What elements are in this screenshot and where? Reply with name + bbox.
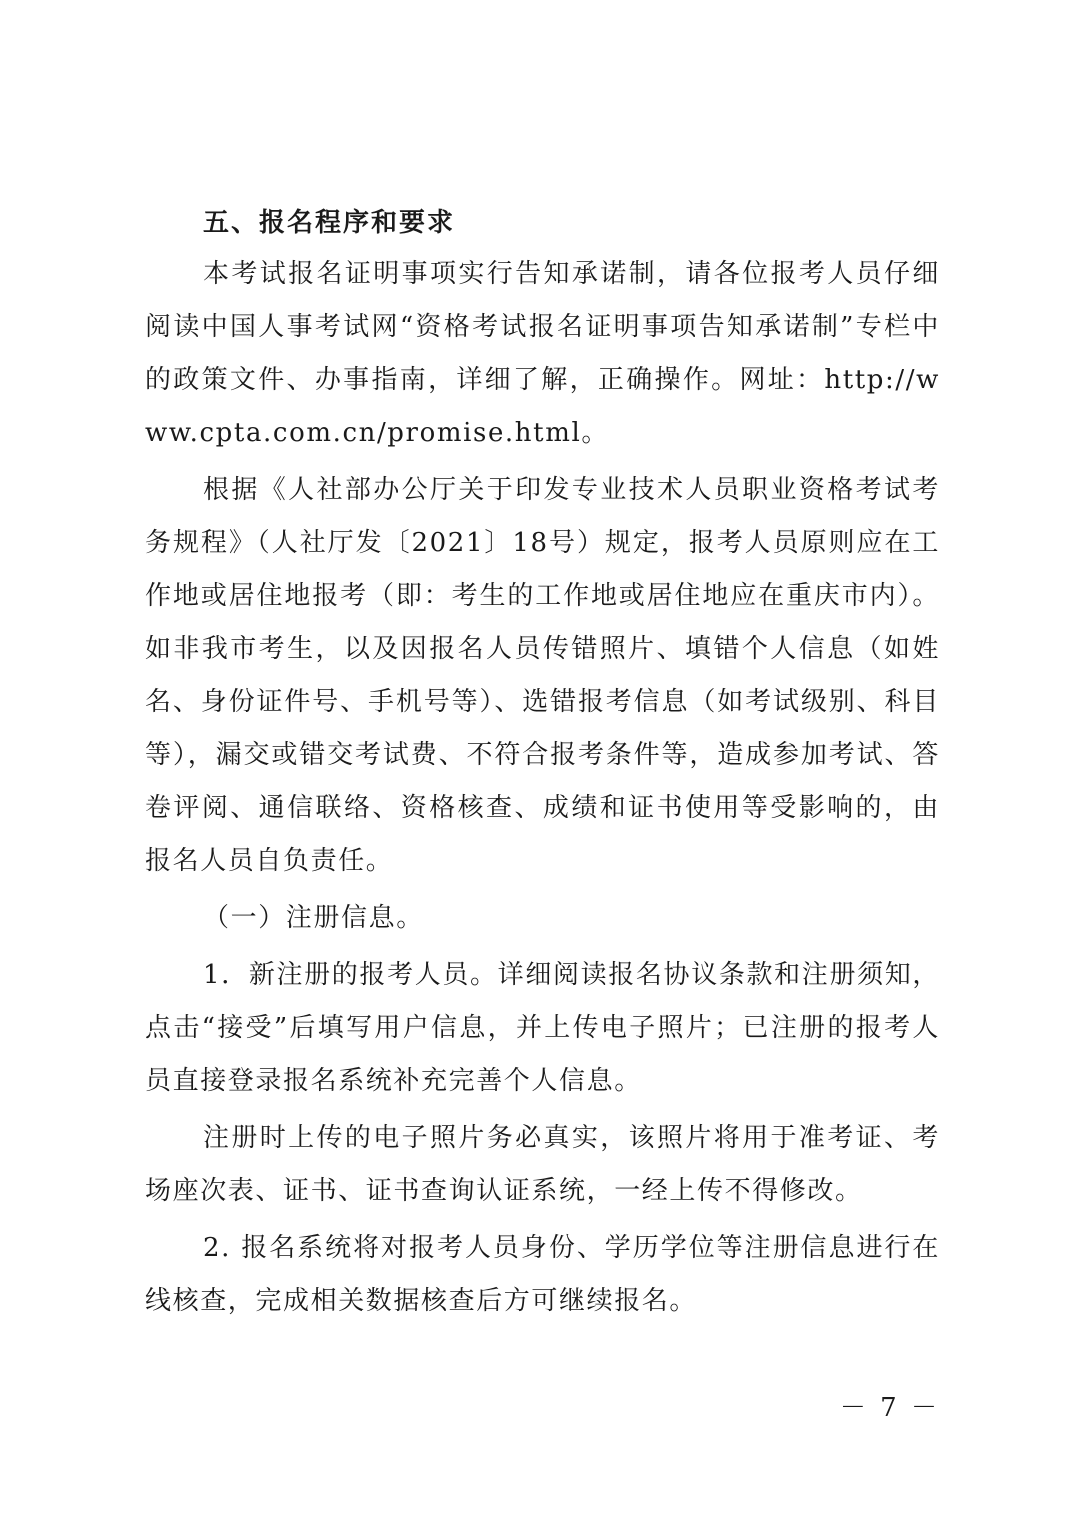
subheading-registration-info: （一）注册信息。 <box>203 903 424 933</box>
paragraph-photo-requirement: 注册时上传的电子照片务必真实，该照片将用于准考证、考场座次表、证书、证书查询认证系统，一经上传不得修改。 <box>145 1123 940 1206</box>
paragraph-new-registration: 1．新注册的报考人员。详细阅读报名协议条款和注册须知，点击“接受”后填写用户信息，并上传电子照片；已注册的报考人员直接登录报名系统补充完善个人信息。 <box>145 960 940 1096</box>
paragraph-notification-commitment: 本考试报名证明事项实行告知承诺制，请各位报考人员仔细阅读中国人事考试网“资格考试报名证明事项告知承诺制”专栏中的政策文件、办事指南，详细了解，正确操作。网址：http://www.cpta.com.cn/promise.html。 <box>145 259 940 448</box>
page-number: － 7 － <box>839 1393 940 1423</box>
document-body <box>145 198 940 1328</box>
paragraph-exam-rules: 根据《人社部办公厅关于印发专业技术人员职业资格考试考务规程》（人社厅发〔2021〕18号）规定，报考人员原则应在工作地或居住地报考（即：考生的工作地或居住地应在重庆市内）。如非我市考生，以及因报名人员传错照片、填错个人信息（如姓名、身份证件号、手机号等）、选错报考信息（如考试级别、科目等），漏交或错交考试费、不符合报考条件等，造成参加考试、答卷评阅、通信联络、资格核查、成绩和证书使用等受影响的，由报名人员自负责任。 <box>145 475 940 876</box>
section-heading: 五、报名程序和要求 <box>203 208 456 238</box>
paragraph-online-verification: 2. 报名系统将对报考人员身份、学历学位等注册信息进行在线核查，完成相关数据核查后方可继续报名。 <box>145 1233 940 1316</box>
